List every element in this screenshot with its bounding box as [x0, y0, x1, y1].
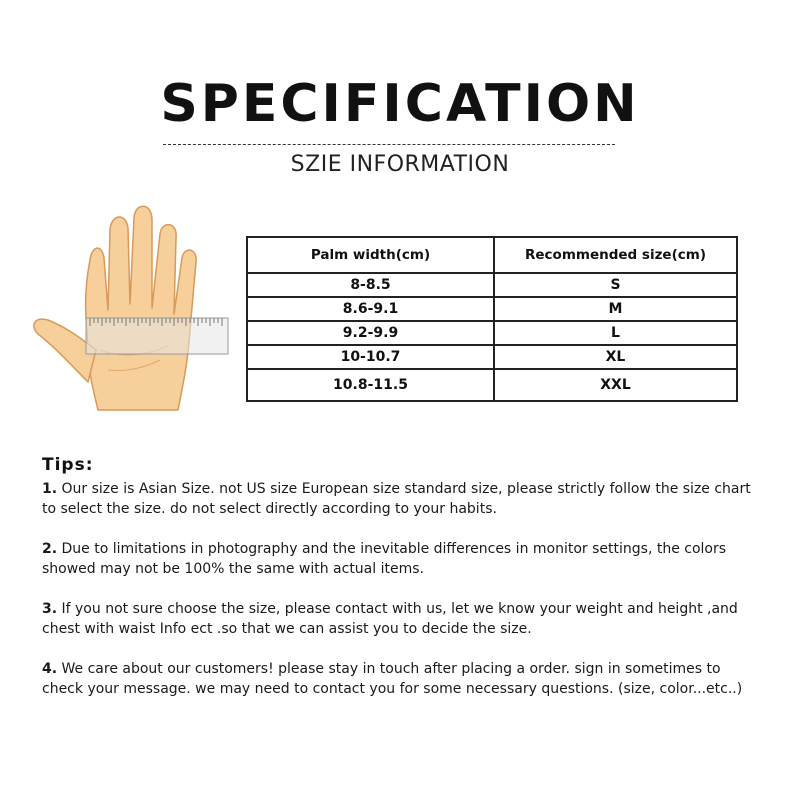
size-cell: M [494, 297, 737, 321]
tip-text: We care about our customers! please stay in touch after placing a order. sign in sometimes to check your message. we may need to contact you for some necessary questions. (size, color...etc..) [42, 661, 743, 697]
tip-item [42, 479, 762, 519]
hand-measurement-illustration [28, 200, 238, 415]
column-header-palm-width: Palm width(cm) [247, 237, 494, 273]
ruler-icon [86, 318, 228, 354]
tips-heading: Tips: [42, 455, 94, 475]
table-row [247, 345, 737, 369]
tip-number: 4. [42, 661, 58, 677]
palm-width-cell: 8-8.5 [247, 273, 494, 297]
tip-text: If you not sure choose the size, please contact with us, let we know your weight and height ,and chest with waist Info ect .so that we can assist you to decide the size. [42, 601, 738, 637]
column-header-recommended-size: Recommended size(cm) [494, 237, 737, 273]
table-row [247, 273, 737, 297]
size-cell: XL [494, 345, 737, 369]
size-chart-table [246, 236, 738, 402]
page-title: SPECIFICATION [160, 74, 640, 134]
tip-item [42, 539, 762, 579]
palm-width-cell: 9.2-9.9 [247, 321, 494, 345]
size-cell: L [494, 321, 737, 345]
size-cell: XXL [494, 369, 737, 401]
palm-width-cell: 10.8-11.5 [247, 369, 494, 401]
tip-text: Our size is Asian Size. not US size European size standard size, please strictly follow the size chart to select the size. do not select directly according to your habits. [42, 481, 751, 517]
tip-number: 3. [42, 601, 58, 617]
title-divider [163, 144, 615, 145]
table-row [247, 321, 737, 345]
tip-item [42, 599, 762, 639]
size-cell: S [494, 273, 737, 297]
tips-section [42, 455, 762, 719]
table-row [247, 297, 737, 321]
table-row [247, 369, 737, 401]
palm-width-cell: 8.6-9.1 [247, 297, 494, 321]
table-header-row [247, 237, 737, 273]
tip-number: 2. [42, 541, 58, 557]
page-subtitle: SZIE INFORMATION [290, 152, 510, 177]
palm-width-cell: 10-10.7 [247, 345, 494, 369]
tip-text: Due to limitations in photography and the inevitable differences in monitor settings, the colors showed may not be 100% the same with actual items. [42, 541, 727, 577]
tip-item [42, 659, 762, 699]
tip-number: 1. [42, 481, 58, 497]
